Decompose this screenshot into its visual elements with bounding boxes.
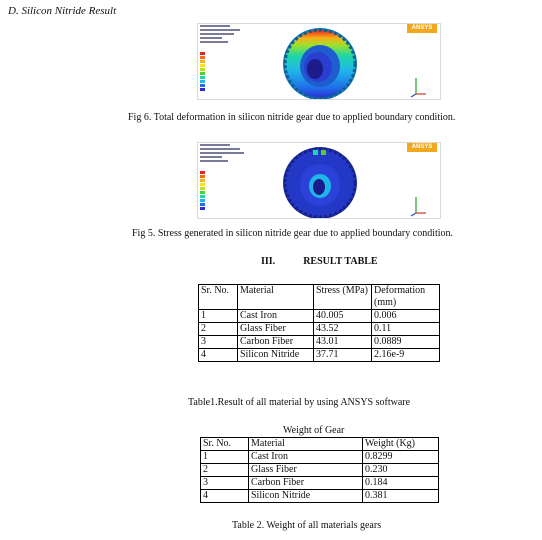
ansys-logo: ANSYS (407, 143, 437, 152)
table-header-row (199, 285, 440, 310)
table-cell: 0.230 (363, 464, 439, 477)
stress-figure (197, 142, 441, 219)
table-cell: 43.52 (314, 323, 372, 336)
table-cell: Cast Iron (249, 451, 363, 464)
ansys-logo: ANSYS (407, 24, 437, 33)
section-heading (261, 256, 406, 267)
table-cell: Carbon Fiber (249, 477, 363, 490)
column-header: Sr. No. (199, 285, 238, 310)
table-cell: 3 (201, 477, 249, 490)
table-caption: Table 2. Weight of all materials gears (232, 520, 382, 531)
table-cell: Silicon Nitride (238, 349, 314, 362)
table-cell: 0.0889 (372, 336, 440, 349)
table-row (199, 323, 440, 336)
table-row (201, 490, 439, 503)
table-cell: 0.184 (363, 477, 439, 490)
table-cell: Cast Iron (238, 310, 314, 323)
table-row (201, 464, 439, 477)
figure-caption: Fig 5. Stress generated in silicon nitride gear due to applied boundary condition. (132, 228, 454, 239)
color-legend (200, 52, 205, 92)
table-header-row (201, 438, 439, 451)
table-cell: 43.01 (314, 336, 372, 349)
table-cell: 0.8299 (363, 451, 439, 464)
table-row (199, 336, 440, 349)
table-cell: 37.71 (314, 349, 372, 362)
subsection-heading: D. Silicon Nitride Result (8, 5, 117, 17)
table-cell: 4 (199, 349, 238, 362)
table-row (199, 349, 440, 362)
table-cell: 2 (201, 464, 249, 477)
axis-triad-icon (408, 74, 428, 98)
figure-header-text-block (200, 25, 246, 45)
deformation-figure (197, 23, 441, 100)
table-cell: Carbon Fiber (238, 336, 314, 349)
table-cell: 40.005 (314, 310, 372, 323)
column-header: Sr. No. (201, 438, 249, 451)
column-header: Material (238, 285, 314, 310)
figure-header-text-block (200, 144, 246, 164)
table-cell: 2.16e-9 (372, 349, 440, 362)
section-title: RESULT TABLE (303, 256, 378, 267)
table-title: Weight of Gear (283, 425, 345, 436)
section-number: III. (261, 256, 276, 267)
figure-caption: Fig 6. Total deformation in silicon nitride gear due to applied boundary condition. (128, 112, 456, 123)
column-header: Weight (Kg) (363, 438, 439, 451)
scale-bar (290, 90, 350, 93)
table-cell: 1 (201, 451, 249, 464)
table-cell: Glass Fiber (249, 464, 363, 477)
table-row (201, 477, 439, 490)
table-caption: Table1.Result of all material by using ANSYS software (188, 397, 411, 408)
column-header: Stress (MPa) (314, 285, 372, 310)
table-cell: 0.11 (372, 323, 440, 336)
result-table (198, 284, 440, 362)
table-cell: 4 (201, 490, 249, 503)
scale-bar (290, 209, 350, 212)
column-header: Material (249, 438, 363, 451)
table-cell: 3 (199, 336, 238, 349)
table-row (199, 310, 440, 323)
weight-table (200, 437, 439, 503)
gear-stress-image (258, 143, 408, 219)
axis-triad-icon (408, 193, 428, 217)
table-cell: 1 (199, 310, 238, 323)
table-cell: 0.006 (372, 310, 440, 323)
table-row (201, 451, 439, 464)
column-header: Deformation (mm) (372, 285, 440, 310)
color-legend (200, 171, 205, 211)
table-cell: Silicon Nitride (249, 490, 363, 503)
table-cell: 0.381 (363, 490, 439, 503)
gear-deformation-image (258, 24, 408, 100)
table-cell: Glass Fiber (238, 323, 314, 336)
table-cell: 2 (199, 323, 238, 336)
